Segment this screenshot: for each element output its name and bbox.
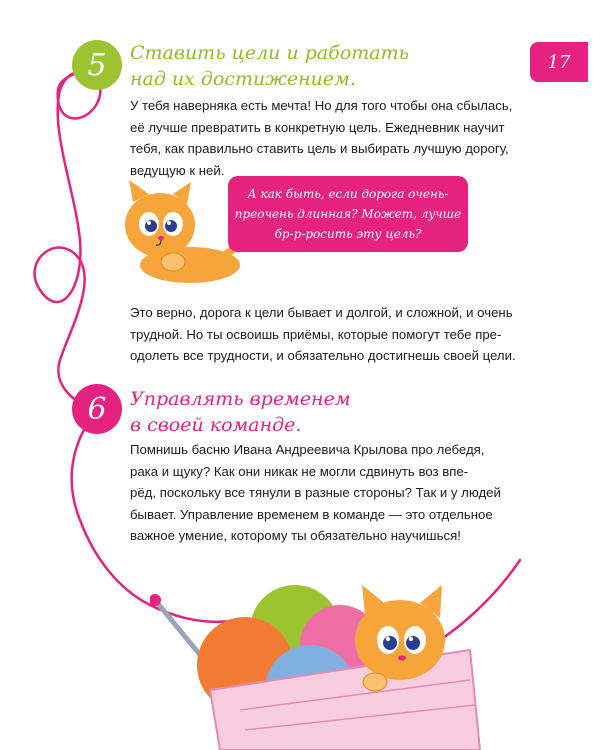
text-line: Помнишь басню Ивана Андреевича Крылова про лебедя, — [130, 442, 485, 457]
speech-bubble — [228, 176, 468, 252]
text-line: Это верно, дорога к цели бывает и долгой, и сложной, и очень — [130, 305, 513, 320]
text-line: трудной. Но ты освоишь приёмы, которые помогут тебе пре- — [130, 326, 502, 342]
paragraph — [130, 95, 530, 181]
text-line: важное умение, которому ты обязательно научишься! — [130, 528, 461, 543]
text-line: У тебя наверняка есть мечта! Но для того чтобы она сбылась, — [130, 98, 513, 113]
text-line: её лучше превратить в конкретную цель. Ежедневник научит — [130, 119, 505, 135]
heading-line: Ставить цели и работать — [130, 42, 409, 64]
yarn-basket-illustration — [150, 570, 490, 750]
section-number-badge: 5 — [72, 40, 122, 90]
section-number-badge: 6 — [72, 384, 122, 434]
paragraph — [130, 439, 530, 547]
bubble-line: преочень длинная? Может, лучше — [234, 207, 462, 221]
text-line: бывает. Управление временем в команде — это отдельное — [130, 506, 493, 522]
text-line: одолеть все трудности, и обязательно достигнешь своей цели. — [130, 348, 516, 363]
text-line: ведущую к ней. — [130, 162, 225, 178]
text-line: тебя, как правильно ставить цель и выбирать лучшую дорогу, — [130, 141, 509, 156]
paragraph — [130, 302, 530, 367]
heading-line: над их достижением. — [130, 68, 356, 90]
page-number: 17 — [530, 42, 588, 82]
bubble-line: бр-р-росить эту цель? — [274, 227, 422, 241]
section-heading — [130, 40, 409, 92]
text-line: рака и щуку? Как они никак не могли сдвинуть воз впе- — [130, 463, 469, 479]
heading-line: в своей команде. — [130, 414, 302, 436]
cat-illustration — [115, 180, 245, 290]
text-line: рёд, поскольку все тянули в разные стороны? Так и у людей — [130, 485, 501, 500]
section-heading — [130, 386, 351, 438]
bubble-line: А как быть, если дорога очень- — [247, 187, 449, 201]
heading-line: Управлять временем — [130, 388, 351, 410]
